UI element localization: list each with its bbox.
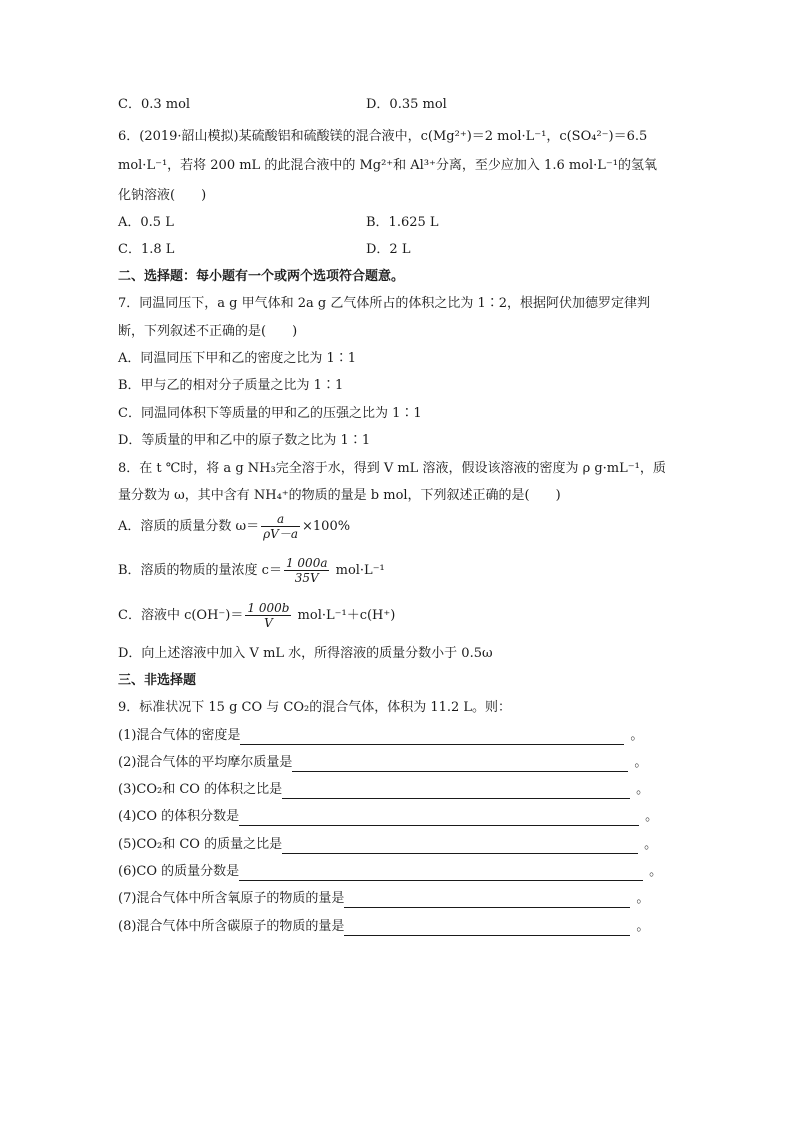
full-stop: 。: [645, 809, 659, 824]
answer-blank[interactable]: [239, 812, 639, 826]
q8-option-c: [118, 601, 395, 630]
q8-option-c-fraction: [245, 601, 291, 630]
q8-option-a-suffix: ×100%: [302, 519, 351, 534]
q9-item-8: [118, 918, 649, 936]
answer-blank[interactable]: [292, 758, 628, 772]
q9-item-6: [118, 863, 662, 881]
q5-option-d: D．0.35 mol: [366, 97, 447, 112]
section-2-heading: 二、选择题：每小题有一个或两个选项符合题意。: [118, 269, 405, 284]
q5-option-c: C．0.3 mol: [118, 97, 191, 112]
q8-option-c-prefix: C．溶液中 c(OH⁻)＝: [118, 608, 244, 623]
q9-item-label: (6)CO 的质量分数是: [118, 864, 240, 879]
answer-blank[interactable]: [239, 867, 643, 881]
q9-item-label: (8)混合气体中所含碳原子的物质的量是: [118, 919, 345, 934]
q9-item-4: [118, 808, 658, 826]
fraction-denominator: ρV－a: [263, 527, 299, 541]
full-stop: 。: [649, 864, 663, 879]
answer-blank[interactable]: [282, 840, 638, 854]
full-stop: 。: [636, 891, 650, 906]
q9-item-5: [118, 836, 657, 854]
q9-item-label: (7)混合气体中所含氧原子的物质的量是: [118, 891, 345, 906]
q6-option-c: C．1.8 L: [118, 242, 175, 257]
fraction-numerator: a: [276, 512, 285, 526]
q7-option-d: D．等质量的甲和乙中的原子数之比为 1∶1: [118, 433, 371, 448]
q7-option-b: B．甲与乙的相对分子质量之比为 1∶1: [118, 378, 344, 393]
full-stop: 。: [630, 728, 644, 743]
q6-stem-line-2: mol·L⁻¹，若将 200 mL 的此混合液中的 Mg²⁺和 Al³⁺分离，至少应加入 1.6 mol·L⁻¹的氢氧: [118, 158, 657, 173]
q8-option-b-suffix: mol·L⁻¹: [331, 563, 385, 578]
answer-blank[interactable]: [240, 731, 624, 745]
q8-option-b-fraction: [284, 556, 330, 585]
q8-option-b: [118, 556, 385, 585]
q9-item-label: (2)混合气体的平均摩尔质量是: [118, 755, 293, 770]
q6-option-b: B．1.625 L: [366, 215, 439, 230]
q7-stem-line-2: 断，下列叙述不正确的是( ): [118, 324, 298, 339]
q6-stem-line-3: 化钠溶液( ): [118, 188, 207, 203]
full-stop: 。: [636, 919, 650, 934]
section-3-heading: 三、非选择题: [118, 673, 197, 688]
fraction-numerator: 1 000a: [285, 556, 328, 570]
q9-item-1: [118, 727, 643, 745]
fraction-denominator: V: [245, 615, 291, 630]
q9-item-7: [118, 890, 649, 908]
q8-option-c-suffix: mol·L⁻¹＋c(H⁺): [293, 608, 396, 623]
q8-option-a-fraction: [261, 512, 300, 541]
fraction-numerator: 1 000b: [247, 601, 290, 615]
q7-option-a: A．同温同压下甲和乙的密度之比为 1∶1: [118, 351, 357, 366]
q6-option-d: D．2 L: [366, 242, 411, 257]
answer-blank[interactable]: [282, 785, 630, 799]
full-stop: 。: [644, 837, 658, 852]
q9-item-label: (1)混合气体的密度是: [118, 728, 241, 743]
q9-stem: 9．标准状况下 15 g CO 与 CO₂的混合气体，体积为 11.2 L。则：: [118, 700, 512, 715]
q8-option-a: [118, 512, 350, 541]
answer-blank[interactable]: [344, 894, 630, 908]
fraction-denominator: 35V: [284, 570, 330, 585]
q8-option-d: D．向上述溶液中加入 V mL 水，所得溶液的质量分数小于 0.5ω: [118, 646, 493, 661]
q7-stem-line-1: 7．同温同压下，a g 甲气体和 2a g 乙气体所占的体积之比为 1∶2，根据阿伏加德罗定律判: [118, 296, 651, 311]
q9-item-label: (5)CO₂和 CO 的质量之比是: [118, 837, 283, 852]
q8-stem-line-1: 8．在 t ℃时，将 a g NH₃完全溶于水，得到 V mL 溶液，假设该溶液的密度为 ρ g·mL⁻¹，质: [118, 461, 666, 476]
q6-option-a: A．0.5 L: [118, 215, 174, 230]
q8-stem-line-2: 量分数为 ω，其中含有 NH₄⁺的物质的量是 b mol，下列叙述正确的是( ): [118, 488, 561, 503]
q7-option-c: C．同温同体积下等质量的甲和乙的压强之比为 1∶1: [118, 406, 422, 421]
full-stop: 。: [636, 782, 650, 797]
q6-stem-line-1: 6．(2019·韶山模拟)某硫酸铝和硫酸镁的混合液中，c(Mg²⁺)＝2 mol·L⁻¹，c(SO₄²⁻)＝6.5: [118, 129, 648, 144]
q9-item-2: [118, 754, 647, 772]
full-stop: 。: [634, 755, 648, 770]
q9-item-label: (3)CO₂和 CO 的体积之比是: [118, 782, 283, 797]
q9-item-label: (4)CO 的体积分数是: [118, 809, 240, 824]
q8-option-b-prefix: B．溶质的物质的量浓度 c＝: [118, 563, 282, 578]
q9-item-3: [118, 781, 649, 799]
q8-option-a-prefix: A．溶质的质量分数 ω＝: [118, 519, 260, 534]
answer-blank[interactable]: [344, 922, 630, 936]
